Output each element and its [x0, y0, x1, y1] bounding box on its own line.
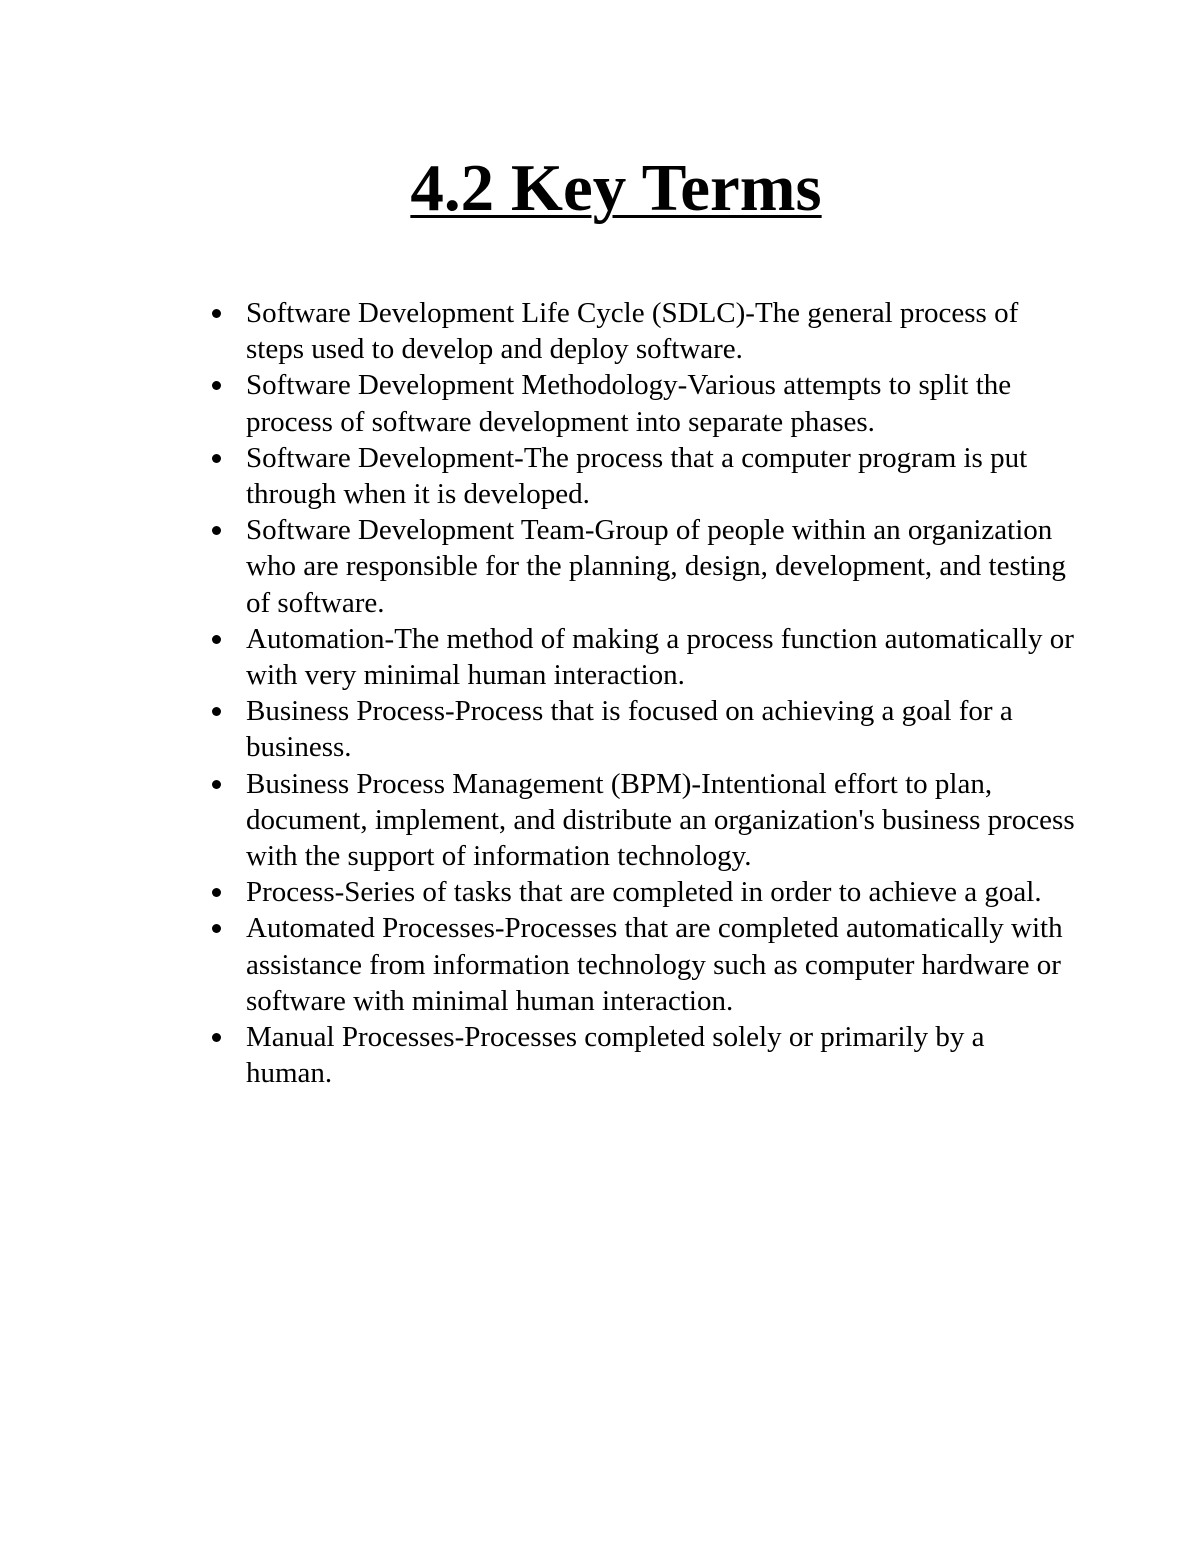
list-item — [246, 874, 1076, 910]
bullet-icon — [212, 526, 221, 535]
bullet-icon — [212, 924, 221, 933]
term-text: Automated Processes-Processes that are completed automatically with assistance from information technology such as computer hardware or software with minimal human interaction. — [246, 912, 1063, 1017]
list-item — [246, 440, 1076, 512]
term-text: Business Process Management (BPM)-Intentional effort to plan, document, implement, and distribute an organization's business process with the support of information technology. — [246, 767, 1075, 873]
term-text: Process-Series of tasks that are completed in order to achieve a goal. — [246, 876, 1042, 909]
bullet-icon — [212, 780, 221, 789]
page-title-text: 4.2 Key Terms — [410, 151, 822, 225]
term-text: Software Development Methodology-Various attempts to split the process of software development into separate phases. — [246, 369, 1012, 438]
term-text: Automation-The method of making a process function automatically or with very minimal human interaction. — [246, 622, 1074, 692]
term-text: Software Development Team-Group of people within an organization who are responsible for the planning, design, development, and testing of software. — [246, 514, 1066, 619]
page-title — [0, 148, 1200, 228]
bullet-icon — [212, 1033, 221, 1042]
list-item — [246, 766, 1076, 875]
term-text: Software Development Life Cycle (SDLC)-The general process of steps used to develop and deploy software. — [246, 297, 1019, 366]
bullet-icon — [212, 454, 221, 463]
term-text: Software Development-The process that a computer program is put through when it is developed. — [246, 441, 1028, 511]
term-text: Business Process-Process that is focused on achieving a goal for a business. — [246, 695, 1013, 764]
list-item — [246, 512, 1076, 621]
bullet-icon — [212, 707, 221, 716]
list-item — [246, 367, 1076, 439]
bullet-icon — [212, 381, 221, 390]
bullet-icon — [212, 888, 221, 897]
list-item — [246, 295, 1076, 367]
key-terms-list — [246, 295, 1076, 1091]
bullet-icon — [212, 635, 221, 644]
bullet-icon — [212, 309, 221, 318]
list-item — [246, 693, 1076, 765]
list-item — [246, 621, 1076, 693]
list-item — [246, 910, 1076, 1019]
term-text: Manual Processes-Processes completed solely or primarily by a human. — [246, 1021, 985, 1090]
list-item — [246, 1019, 1076, 1091]
